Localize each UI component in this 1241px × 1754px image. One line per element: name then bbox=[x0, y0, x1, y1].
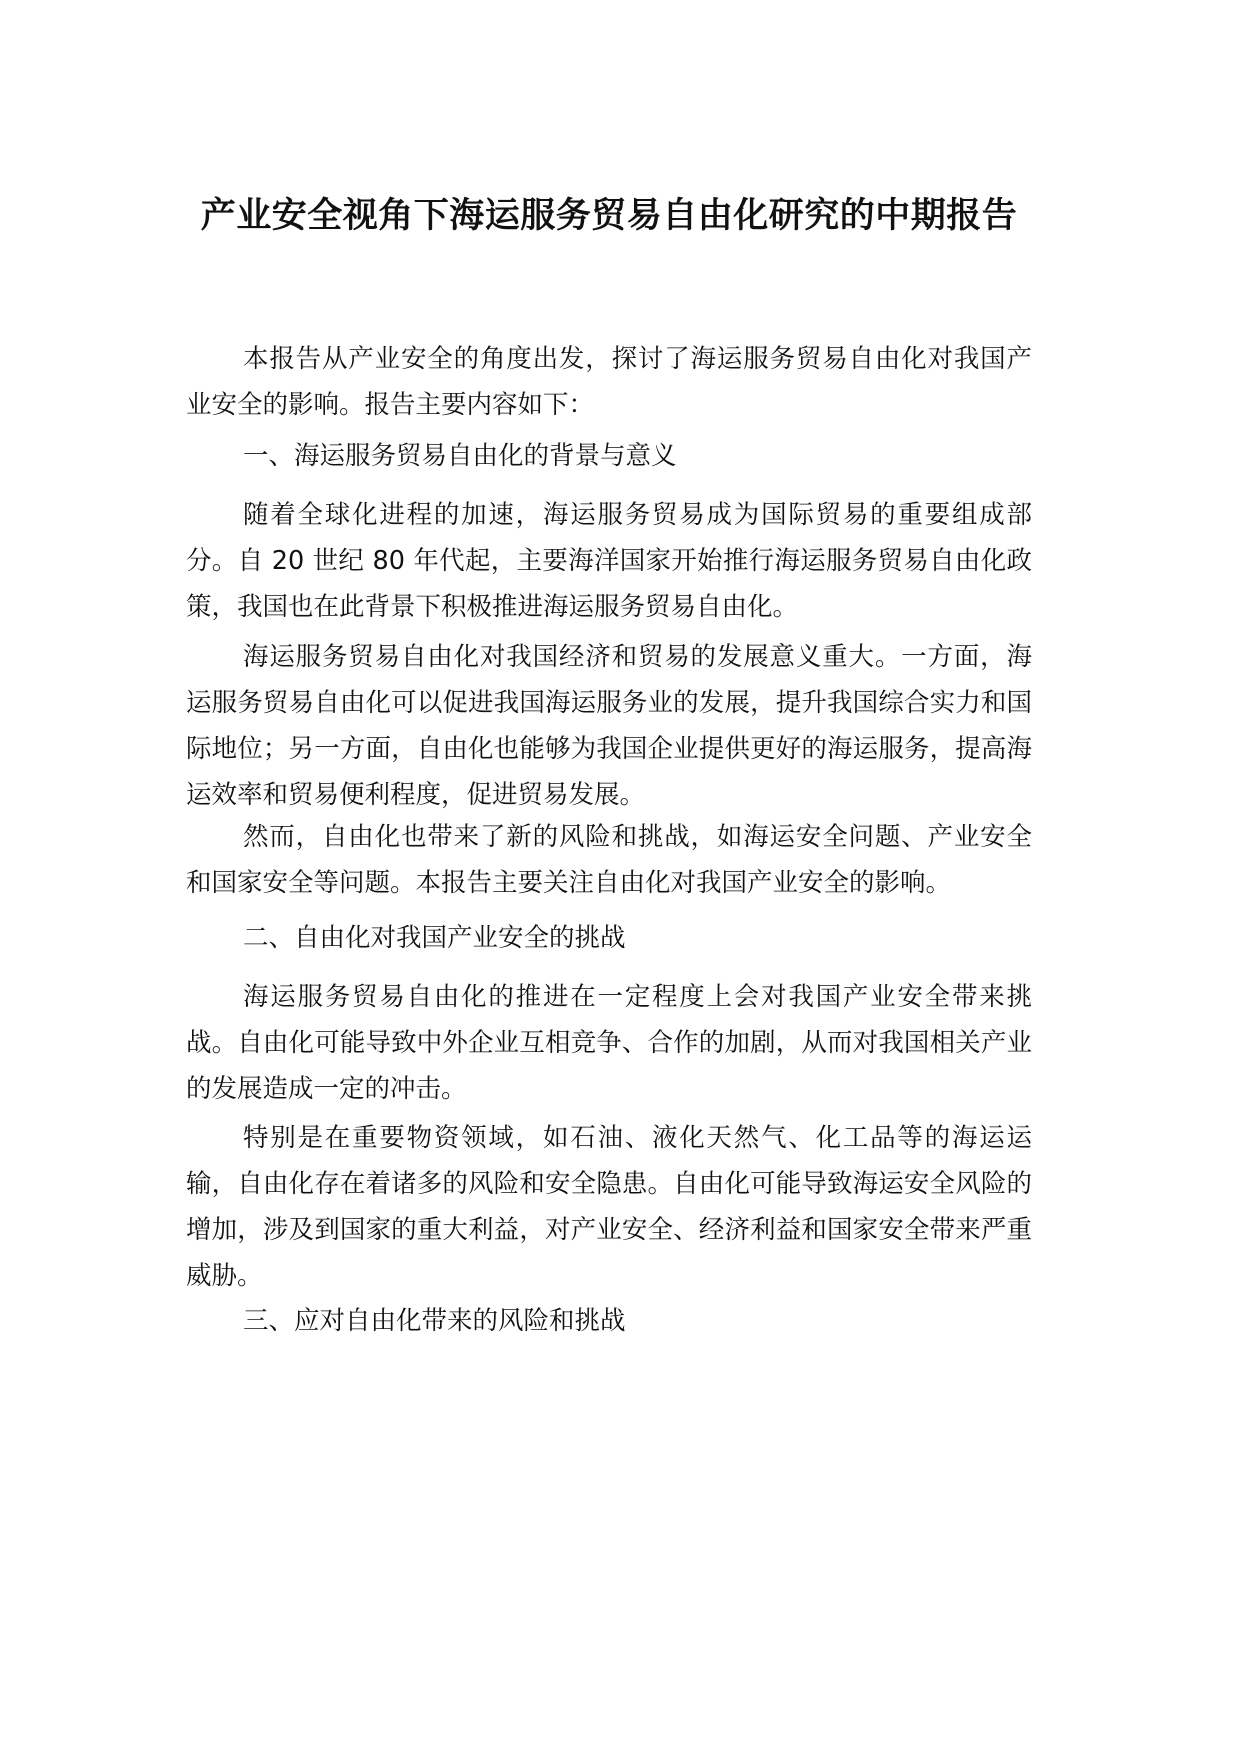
section-3-heading: 三、应对自由化带来的风险和挑战 bbox=[243, 1306, 626, 1336]
section-1-paragraph-1: 随着全球化进程的加速，海运服务贸易成为国际贸易的重要组成部分。自 20 世纪 80 年代起，主要海洋国家开始推行海运服务贸易自由化政策，我国也在此背景下积极推进海运服务贸易自由化。 bbox=[186, 500, 1032, 622]
section-2-paragraph-1: 海运服务贸易自由化的推进在一定程度上会对我国产业安全带来挑战。自由化可能导致中外企业互相竞争、合作的加剧，从而对我国相关产业的发展造成一定的冲击。 bbox=[186, 982, 1032, 1104]
section-2-paragraph-2: 特别是在重要物资领域，如石油、液化天然气、化工品等的海运运输，自由化存在着诸多的风险和安全隐患。自由化可能导致海运安全风险的增加，涉及到国家的重大利益，对产业安全、经济利益和国家安全带来严重威胁。 bbox=[186, 1123, 1032, 1291]
document-title: 产业安全视角下海运服务贸易自由化研究的中期报告 bbox=[200, 196, 1018, 236]
intro-paragraph: 本报告从产业安全的角度出发，探讨了海运服务贸易自由化对我国产业安全的影响。报告主要内容如下： bbox=[186, 344, 1032, 420]
section-1-heading: 一、海运服务贸易自由化的背景与意义 bbox=[243, 441, 677, 471]
section-1-paragraph-2: 海运服务贸易自由化对我国经济和贸易的发展意义重大。一方面，海运服务贸易自由化可以促进我国海运服务业的发展，提升我国综合实力和国际地位；另一方面，自由化也能够为我国企业提供更好的海运服务，提高海运效率和贸易便利程度，促进贸易发展。 bbox=[186, 642, 1032, 810]
section-2-heading: 二、自由化对我国产业安全的挑战 bbox=[243, 923, 626, 953]
section-1-paragraph-3: 然而，自由化也带来了新的风险和挑战，如海运安全问题、产业安全和国家安全等问题。本报告主要关注自由化对我国产业安全的影响。 bbox=[186, 822, 1032, 898]
